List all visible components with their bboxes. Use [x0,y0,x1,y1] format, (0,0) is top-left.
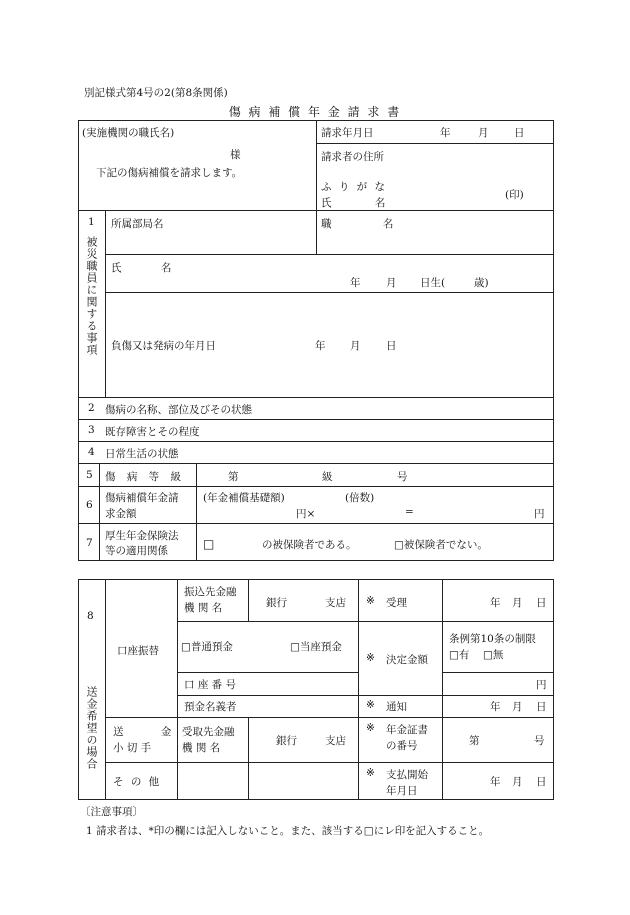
insured-checkbox[interactable]: □ [203,537,215,551]
claim-month: 月 [478,127,489,139]
injury-date-label: 負傷又は発病の年月日 [111,340,216,352]
remittance-table [78,579,554,800]
grade-prefix: 第 [228,471,239,483]
receive-bank-label-1: 受取先金融 [182,726,235,738]
bank-suffix: 銀行 [266,597,287,609]
injury-month: 月 [350,340,361,352]
notice-mark: ※ [366,699,375,711]
payment-start-year: 年 [490,776,501,788]
grade-suffix: 号 [397,471,408,483]
claim-year: 年 [440,127,451,139]
notice-month: 月 [512,701,523,713]
notes-heading: 〔注意事項〕 [80,806,143,818]
payment-start-label-2: 年月日 [386,785,418,797]
claim-date-label: 請求年月日 [321,127,374,139]
certificate-label-2: の番号 [386,740,418,752]
received-mark: ※ [366,595,375,607]
decided-yen: 円 [536,679,547,691]
restriction-yes-checkbox[interactable]: □有 [449,649,470,661]
account-number-label: 口 座 番 号 [184,679,237,691]
yen-suffix: 円 [534,508,545,520]
branch-suffix: 支店 [325,597,346,609]
request-text: 下記の傷病補償を請求します。 [96,167,243,179]
row7-number: 7 [86,537,93,549]
account-holder-label: 預金名義者 [184,701,237,713]
row2-number: 2 [88,402,95,414]
receive-bank-suffix: 銀行 [276,735,297,747]
decided-amount-label: 決定金額 [386,654,428,666]
payment-start-mark: ※ [366,767,375,779]
receive-bank-label-2: 機 関 名 [182,742,221,754]
address-label: 請求者の住所 [321,151,384,163]
notice-label: 通知 [386,701,407,713]
receive-branch-suffix: 支店 [325,735,346,747]
decided-mark: ※ [366,652,375,664]
pension-law-label-1: 厚生年金保険法 [105,530,179,542]
honorific: 様 [230,149,241,161]
bank-label-2: 機 関 名 [184,602,223,614]
multiplier-label: (倍数) [345,492,375,504]
pension-law-label-2: 等の適用関係 [105,545,168,557]
furigana-label: ふ り が な [321,181,388,193]
payment-start-day: 日 [536,776,547,788]
agency-label: (実施機関の職氏名) [82,127,175,139]
payment-start-label-1: 支払開始 [386,769,428,781]
claim-day: 日 [514,127,525,139]
ordinary-deposit-checkbox[interactable]: □普通預金 [181,641,233,653]
annuity-label-2: 求金額 [105,508,137,520]
bank-label-1: 振込先金融 [184,586,237,598]
account-transfer-label: 口座振替 [117,645,159,657]
restriction-no-checkbox[interactable]: □無 [483,649,504,661]
received-day: 日 [536,597,547,609]
current-deposit-checkbox[interactable]: □当座預金 [290,641,342,653]
seal-mark: (印) [505,189,524,201]
received-label: 受理 [386,597,407,609]
row5-number: 5 [86,469,93,481]
row6-number: 6 [86,499,93,511]
row4-number: 4 [88,446,95,458]
row3-number: 3 [88,424,95,436]
birth-day: 日生( [420,277,446,289]
injury-year: 年 [315,340,326,352]
page-title: 傷 病 補 償 年 金 請 求 書 [228,105,402,119]
base-amount-label: (年金補償基礎額) [203,492,285,504]
dept-label: 所属部局名 [111,218,164,230]
age-label: 歳) [474,277,489,289]
section1-side-label: 被災職員に関する事項 [85,236,98,356]
remittance-check-label-1: 送 金 [113,726,172,738]
restriction-label: 条例第10条の制限 [449,633,536,645]
row3-label: 既存障害とその程度 [105,426,200,438]
notice-year: 年 [490,701,501,713]
row4-label: 日常生活の状態 [105,448,179,460]
employee-name-label: 氏 名 [111,262,172,274]
form-number: 別記様式第4号の2(第8条関係) [84,87,228,99]
birth-year: 年 [350,277,361,289]
insured-text: の被保険者である。 [262,539,357,551]
row2-label: 傷病の名称、部位及びその状態 [105,404,252,416]
not-insured-checkbox[interactable]: □被保険者でない。 [394,539,488,551]
injury-day: 日 [386,340,397,352]
certificate-suffix: 号 [534,735,545,747]
certificate-prefix: 第 [469,735,480,747]
yen-times: 円× [296,508,316,520]
grade-label: 傷 病 等 級 [105,471,182,483]
received-month: 月 [512,597,523,609]
certificate-mark: ※ [366,722,375,734]
section1-number: 1 [88,216,95,228]
remittance-check-label-2: 小 切 手 [113,742,152,754]
notice-day: 日 [536,701,547,713]
grade-mid: 級 [322,471,333,483]
annuity-label-1: 傷病補償年金請 [105,492,179,504]
note-item: 1 請求者は、*印の欄には記入しないこと。また、該当する□にレ印を記入すること。 [86,825,490,837]
job-title-label: 職 名 [321,218,394,230]
section8-number: 8 [87,610,94,622]
other-label: そ の 他 [113,776,160,788]
birth-month: 月 [386,277,397,289]
received-year: 年 [490,597,501,609]
claimant-name-label: 氏 名 [321,197,386,209]
payment-start-month: 月 [512,776,523,788]
equals-sign: = [405,506,414,518]
certificate-label-1: 年金証書 [386,724,428,736]
section8-side-label: 送金希望の場合 [85,686,98,770]
